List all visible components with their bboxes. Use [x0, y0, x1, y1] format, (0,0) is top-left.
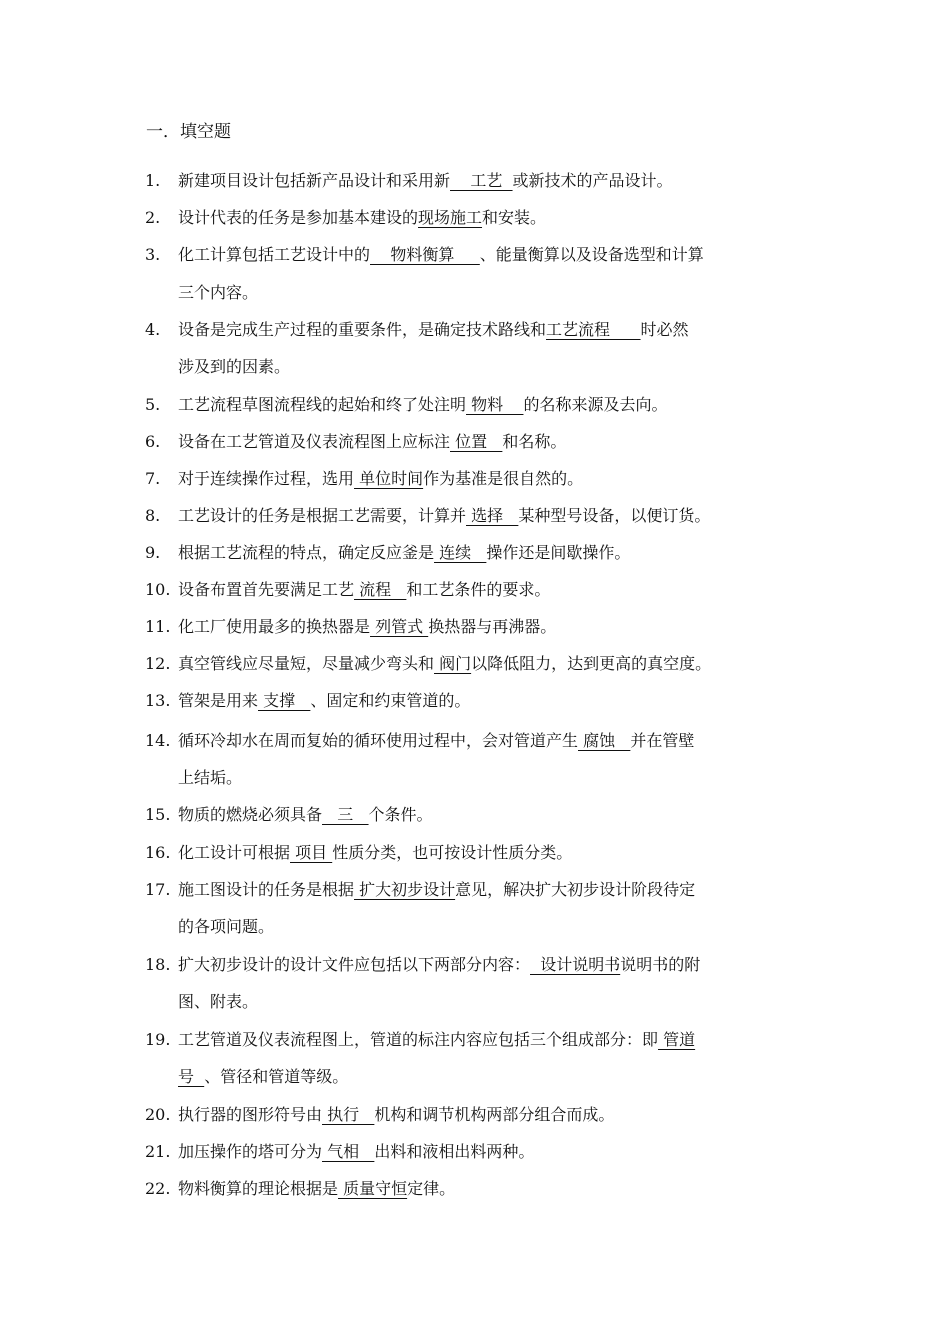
answer-blank: 工艺流程 — [546, 320, 641, 339]
question-text: 定律。 — [407, 1179, 456, 1198]
question-line — [178, 653, 711, 675]
question-text: 说明书的附 — [620, 955, 701, 974]
question-text: 施工图设计的任务是根据 — [178, 880, 355, 899]
question-text: 管架是用来 — [178, 691, 259, 710]
question-line — [178, 244, 704, 266]
question-line — [178, 1141, 534, 1163]
question-number: 19. — [145, 1030, 171, 1049]
question-text: 循环冷却水在周而复始的循环使用过程中，会对管道产生 — [178, 731, 579, 750]
question-text: 、能量衡算以及设备选型和计算 — [479, 245, 704, 264]
question-text: 上结垢。 — [178, 768, 243, 787]
question-line — [178, 468, 583, 490]
question-text: 工艺流程草图流程线的起始和终了处注明 — [178, 395, 467, 414]
question-text: 个条件。 — [368, 805, 433, 824]
answer-blank: 气相 — [322, 1142, 375, 1161]
question-text: 换热器与再沸器。 — [428, 617, 557, 636]
question-text: 物质的燃烧必须具备 — [178, 805, 323, 824]
question-number: 13. — [145, 691, 171, 710]
question-number: 11. — [145, 617, 171, 636]
question-text: 化工计算包括工艺设计中的 — [178, 245, 371, 264]
question-number: 10. — [145, 580, 171, 599]
question-line — [178, 1178, 455, 1200]
question-line — [178, 170, 673, 192]
question-text: 、管径和管道等级。 — [204, 1067, 349, 1086]
question-text: 和安装。 — [482, 208, 547, 227]
answer-blank: 腐蚀 — [578, 731, 631, 750]
question-number: 22. — [145, 1179, 171, 1198]
question-line — [178, 207, 546, 229]
question-text: 设备在工艺管道及仪表流程图上应标注 — [178, 432, 451, 451]
question-text: 出料和液相出料两种。 — [374, 1142, 535, 1161]
answer-blank: 选择 — [466, 506, 519, 525]
question-text: 操作还是间歇操作。 — [486, 543, 631, 562]
question-number: 8. — [145, 506, 161, 525]
answer-blank: 项目 — [290, 843, 333, 862]
question-text: 对于连续操作过程，选用 — [178, 469, 355, 488]
question-line — [178, 1029, 695, 1051]
question-line — [178, 505, 710, 527]
question-text: 、固定和约束管道的。 — [310, 691, 471, 710]
question-line — [178, 616, 556, 638]
question-text: 扩大初步设计的设计文件应包括以下两部分内容： — [178, 955, 531, 974]
section-title: 一．填空题 — [146, 122, 231, 142]
question-number: 20. — [145, 1105, 171, 1124]
question-text: 根据工艺流程的特点，确定反应釜是 — [178, 543, 435, 562]
question-line — [178, 879, 695, 901]
answer-blank: 管道 — [658, 1030, 696, 1049]
question-text: 和工艺条件的要求。 — [406, 580, 551, 599]
question-text: 三个内容。 — [178, 283, 259, 302]
question-text: 时必然 — [640, 320, 689, 339]
question-line — [178, 954, 700, 976]
question-text: 意见，解决扩大初步设计阶段待定 — [455, 880, 696, 899]
question-text: 并在管壁 — [630, 731, 695, 750]
question-line — [178, 730, 694, 752]
question-text: 作为基准是很自然的。 — [423, 469, 584, 488]
question-line — [178, 542, 630, 564]
question-text: 设备布置首先要满足工艺 — [178, 580, 355, 599]
question-line — [178, 356, 290, 378]
answer-blank: 位置 — [450, 432, 503, 451]
question-number: 18. — [145, 955, 171, 974]
question-number: 2. — [145, 208, 161, 227]
answer-blank: 列管式 — [370, 617, 429, 636]
question-text: 执行器的图形符号由 — [178, 1105, 323, 1124]
question-text: 的名称来源及去向。 — [523, 395, 668, 414]
answer-blank: 物料 — [466, 395, 524, 414]
question-number: 6. — [145, 432, 161, 451]
answer-blank: 扩大初步设计 — [354, 880, 456, 899]
question-line — [178, 431, 566, 453]
answer-blank: 设计说明书 — [530, 955, 621, 974]
question-number: 5. — [145, 395, 161, 414]
question-text: 某种型号设备，以便订货。 — [518, 506, 711, 525]
question-line — [178, 804, 433, 826]
question-line — [178, 991, 258, 1013]
question-text: 化工厂使用最多的换热器是 — [178, 617, 371, 636]
answer-blank: 现场施工 — [418, 208, 483, 227]
question-line — [178, 282, 258, 304]
answer-blank: 连续 — [434, 543, 487, 562]
question-line — [178, 579, 550, 601]
question-number: 17. — [145, 880, 171, 899]
question-line — [178, 767, 242, 789]
answer-blank: 三 — [322, 805, 369, 824]
question-text: 图、附表。 — [178, 992, 259, 1011]
question-number: 7. — [145, 469, 161, 488]
question-text: 和名称。 — [502, 432, 567, 451]
question-number: 15. — [145, 805, 171, 824]
question-line — [178, 1104, 614, 1126]
answer-blank: 工艺 — [450, 171, 513, 190]
question-text: 加压操作的塔可分为 — [178, 1142, 323, 1161]
answer-blank: 支撑 — [258, 691, 311, 710]
question-line — [178, 319, 689, 341]
question-text: 的各项问题。 — [178, 917, 275, 936]
question-number: 12. — [145, 654, 171, 673]
question-text: 工艺设计的任务是根据工艺需要，计算并 — [178, 506, 467, 525]
answer-blank: 号 — [178, 1067, 205, 1086]
question-line — [178, 1066, 348, 1088]
question-number: 9. — [145, 543, 161, 562]
question-text: 或新技术的产品设计。 — [512, 171, 673, 190]
answer-blank: 阀门 — [434, 654, 472, 673]
question-text: 设计代表的任务是参加基本建设的 — [178, 208, 419, 227]
question-text: 物料衡算的理论根据是 — [178, 1179, 339, 1198]
question-text: 化工设计可根据 — [178, 843, 291, 862]
question-number: 14. — [145, 731, 171, 750]
question-number: 4. — [145, 320, 161, 339]
question-text: 性质分类，也可按设计性质分类。 — [332, 843, 573, 862]
question-line — [178, 842, 572, 864]
answer-blank: 物料衡算 — [370, 245, 480, 264]
answer-blank: 单位时间 — [354, 469, 424, 488]
question-line — [178, 916, 274, 938]
question-number: 3. — [145, 245, 161, 264]
question-number: 16. — [145, 843, 171, 862]
question-text: 机构和调节机构两部分组合而成。 — [374, 1105, 615, 1124]
question-number: 1. — [145, 171, 161, 190]
question-line — [178, 394, 667, 416]
question-text: 设备是完成生产过程的重要条件，是确定技术路线和 — [178, 320, 547, 339]
answer-blank: 执行 — [322, 1105, 375, 1124]
question-text: 新建项目设计包括新产品设计和采用新 — [178, 171, 451, 190]
question-number: 21. — [145, 1142, 171, 1161]
answer-blank: 流程 — [354, 580, 407, 599]
question-text: 以降低阻力，达到更高的真空度。 — [471, 654, 712, 673]
question-text: 涉及到的因素。 — [178, 357, 291, 376]
question-text: 真空管线应尽量短，尽量减少弯头和 — [178, 654, 435, 673]
question-line — [178, 690, 470, 712]
question-text: 工艺管道及仪表流程图上，管道的标注内容应包括三个组成部分：即 — [178, 1030, 659, 1049]
answer-blank: 质量守恒 — [338, 1179, 408, 1198]
